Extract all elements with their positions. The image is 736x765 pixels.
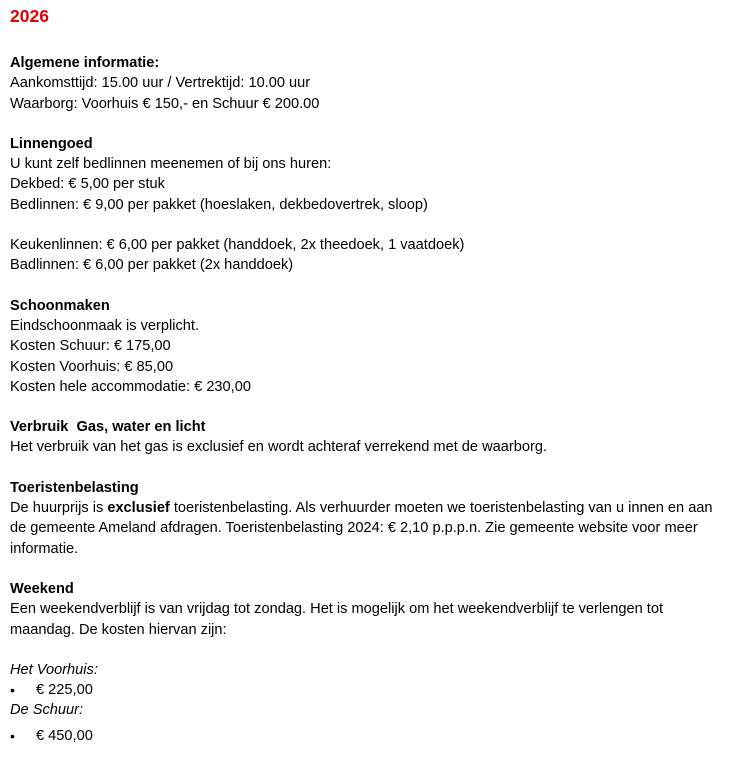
section-title: Weekend (10, 580, 74, 597)
section-title: Schoonmaken (10, 297, 110, 314)
section-title: Verbruik Gas, water en licht (10, 419, 206, 436)
cleaning-cost-schuur: Kosten Schuur: € 175,00 (10, 338, 171, 355)
schuur-label: De Schuur: (10, 702, 84, 719)
section-toeristenbelasting (10, 478, 736, 559)
bullet-icon: • (10, 728, 15, 745)
weekend-text: Een weekendverblijf is van vrijdag tot zondag. Het is mogelijk om het weekendverblijf te verlengen tot maandag. De kosten hiervan zijn: (10, 601, 664, 638)
schuur-weekend-price: € 450,00 (36, 728, 93, 745)
duvet-price: Dekbed: € 5,00 per stuk (10, 176, 165, 193)
year-heading: 2026 (10, 6, 49, 26)
section-title: Algemene informatie: (10, 55, 160, 71)
tourist-tax-text-pre: De huurprijs is (10, 500, 108, 517)
section-title: Linnengoed (10, 135, 93, 152)
section-schoonmaken (10, 296, 736, 397)
section-title: Toeristenbelasting (10, 479, 139, 496)
section-weekend (10, 579, 736, 746)
cleaning-cost-total: Kosten hele accommodatie: € 230,00 (10, 378, 251, 395)
tourist-tax-text (10, 498, 722, 559)
bed-linen-price: Bedlinnen: € 9,00 per pakket (hoeslaken, dekbedovertrek, sloop) (10, 196, 428, 213)
list-item (10, 726, 736, 746)
cleaning-cost-voorhuis: Kosten Voorhuis: € 85,00 (10, 358, 174, 375)
section-algemene-informatie (10, 53, 736, 114)
deposit-info: Waarborg: Voorhuis € 150,- en Schuur € 200.00 (10, 95, 320, 112)
bullet-icon: • (10, 681, 15, 698)
linen-intro: U kunt zelf bedlinnen meenemen of bij ons huren: (10, 156, 332, 173)
usage-text: Het verbruik van het gas is exclusief en wordt achteraf verrekend met de waarborg. (10, 439, 547, 456)
tourist-tax-exclusief: exclusief (107, 500, 170, 517)
section-linnengoed (10, 134, 736, 276)
cleaning-mandatory: Eindschoonmaak is verplicht. (10, 317, 199, 334)
bath-linen-price: Badlinnen: € 6,00 per pakket (2x handdoek) (10, 257, 294, 274)
voorhuis-label: Het Voorhuis: (10, 661, 98, 678)
kitchen-linen-price: Keukenlinnen: € 6,00 per pakket (handdoek, 2x theedoek, 1 vaatdoek) (10, 237, 465, 254)
voorhuis-weekend-price: € 225,00 (36, 681, 93, 698)
section-verbruik (10, 417, 736, 458)
tourist-tax-text-post: toeristenbelasting. Als verhuurder moeten we toeristenbelasting van u innen en aan de gemeente Ameland afdragen. Toeristenbelasting 2024: € 2,10 p.p.p.n. Zie gemeente website voor meer informatie. (10, 500, 713, 557)
arrival-departure-times: Aankomsttijd: 15.00 uur / Vertrektijd: 10.00 uur (10, 75, 311, 92)
list-item (10, 680, 736, 700)
